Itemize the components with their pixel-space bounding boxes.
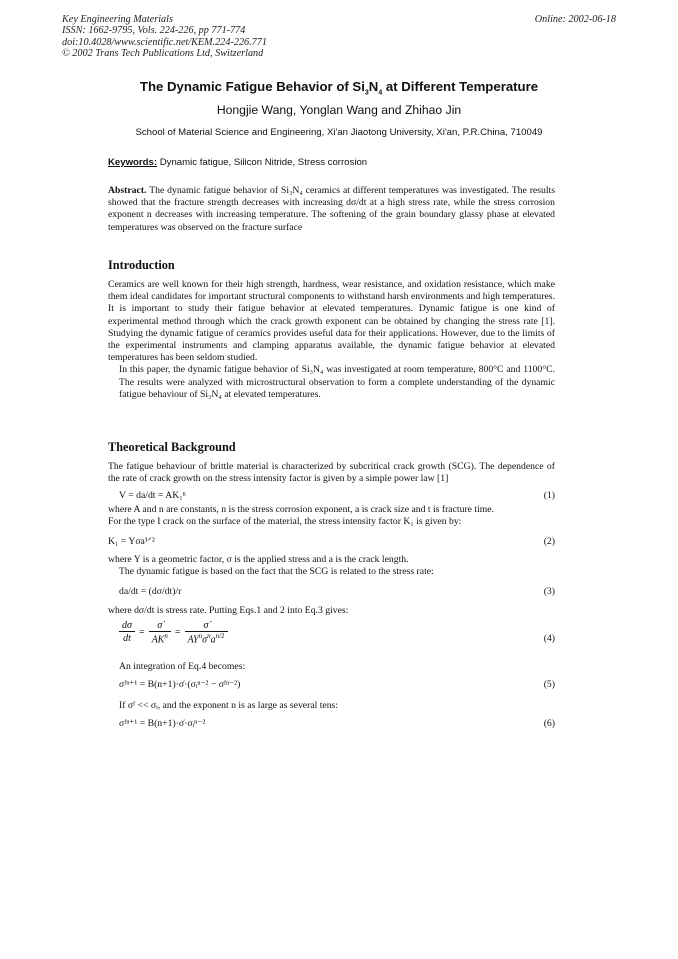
authors: Hongjie Wang, Yonglan Wang and Zhihao Jin bbox=[216, 103, 462, 117]
equation-4 bbox=[119, 620, 228, 645]
theory-line: where Y is a geometric factor, σ is the applied stress and a is the crack length. bbox=[108, 554, 409, 565]
online-date: Online: 2002-06-18 bbox=[534, 14, 616, 25]
theory-paragraph: The fatigue behaviour of brittle material is characterized by subcritical crack growth (SCG). The dependence of the rate of crack growth on the stress intensity factor is given by a simple power law [1] bbox=[108, 461, 555, 485]
theory-line: The dynamic fatigue is based on the fact that the SCG is related to the stress rate: bbox=[119, 566, 434, 577]
equation-2: K₁ = Yσa¹ᐟ² bbox=[108, 536, 155, 547]
title-subscript: 3 bbox=[364, 89, 369, 97]
equation-6-row bbox=[108, 718, 555, 730]
introduction-paragraph: In this paper, the dynamic fatigue behavior of Si₃N₄ was investigated at room temperature, 800°C and 1100°C. The results were analyzed with microstructural observation to form a complete understanding of the dynamic fatigue behaviour of Si₃N₄ at elevated temperatures. bbox=[119, 364, 555, 400]
title-text: The Dynamic Fatigue Behavior of Si bbox=[139, 79, 365, 94]
fraction-denominator: $AY^n\sigma^na^{n/2}$ bbox=[187, 632, 225, 646]
equation-4-fractions bbox=[119, 620, 228, 645]
equation-4-number: (4) bbox=[543, 633, 555, 644]
fraction-numerator: σ̇ bbox=[149, 620, 171, 632]
introduction-body bbox=[108, 279, 555, 401]
equation-2-row bbox=[108, 536, 555, 548]
section-heading-introduction: Introduction bbox=[108, 258, 175, 272]
theory-line: An integration of Eq.4 becomes: bbox=[119, 661, 246, 672]
theory-line: where dσ/dt is stress rate. Putting Eqs.1 and 2 into Eq.3 gives: bbox=[108, 605, 349, 616]
affiliation: School of Material Science and Engineering, Xi'an Jiaotong University, Xi'an, P.R.China, 710049 bbox=[135, 127, 543, 138]
title-text: N bbox=[368, 79, 379, 94]
fraction-denominator: $AK^n$ bbox=[151, 632, 168, 646]
introduction-paragraph: Ceramics are well known for their high strength, hardness, wear resistance, and oxidation resistance, which make them ideal candidates for important structural components to withstand harsh environments and high temperatures. It is important to study their fatigue behavior at elevated temperatures. Dynamic fatigue is one kind of experimental method through which the crack growth exponent can be obtained by changing the stress rate [1]. Studying the dynamic fatigue of ceramics provides useful data for their applications. However, due to the limits of the experimental instruments and clamping apparatus available, the dynamic fatigue behavior at elevated temperatures has been seldom studied. bbox=[108, 279, 555, 364]
journal-copyright: © 2002 Trans Tech Publications Ltd, Switzerland bbox=[62, 47, 264, 59]
fraction-numerator: dσ bbox=[119, 620, 135, 632]
equation-1-number: (1) bbox=[543, 490, 555, 501]
theory-line: If σᶠ << σᵢ, and the exponent n is as large as several tens: bbox=[119, 700, 339, 711]
theory-line: For the type I crack on the surface of the material, the stress intensity factor K₁ is given by: bbox=[108, 516, 462, 527]
equation-3-row bbox=[108, 586, 555, 598]
equation-2-number: (2) bbox=[543, 536, 555, 547]
equation-1: V = da/dt = AK₁ⁿ bbox=[119, 490, 186, 501]
keywords-text: Dynamic fatigue, Silicon Nitride, Stress corrosion bbox=[157, 157, 368, 168]
paper-title bbox=[0, 79, 678, 97]
keywords-label: Keywords: bbox=[108, 157, 158, 168]
journal-header bbox=[62, 14, 267, 59]
equation-3: da/dt = (dσ/dt)/r bbox=[119, 586, 182, 597]
fraction-denominator: dt bbox=[123, 633, 131, 645]
equation-6-number: (6) bbox=[543, 718, 555, 729]
abstract-text: The dynamic fatigue behavior of Si₃N₄ ceramics at different temperatures was investigated. The results showed that the fracture strength decreases with increasing dσ/dt at a high stress rate, while the stress corrosion exponent n decreases with increasing temperature. The softening of the grain boundary glassy phase at elevated temperatures was observed on the fracture surface bbox=[108, 185, 555, 233]
equals-sign: = bbox=[138, 627, 145, 639]
equation-5-number: (5) bbox=[543, 679, 555, 690]
journal-doi[interactable]: doi:10.4028/www.scientific.net/KEM.224-226.771 bbox=[62, 36, 267, 48]
equation-5-row bbox=[108, 679, 555, 691]
journal-name: Key Engineering Materials bbox=[62, 14, 173, 25]
abstract bbox=[108, 185, 555, 234]
equation-5: σᶠⁿ⁺¹ = B(n+1)·σ̇·(σᵢⁿ⁻² − σᶠⁿ⁻²) bbox=[119, 679, 241, 690]
equals-sign: = bbox=[174, 627, 181, 639]
equation-3-number: (3) bbox=[543, 586, 555, 597]
theory-line: where A and n are constants, n is the stress corrosion exponent, a is crack size and t is fracture time. bbox=[108, 504, 495, 515]
equation-1-row bbox=[108, 490, 555, 502]
fraction-numerator: σ̇ bbox=[185, 620, 228, 632]
equation-6: σᶠⁿ⁺¹ = B(n+1)·σ̇·σᵢⁿ⁻² bbox=[119, 718, 206, 729]
title-subscript: 4 bbox=[378, 89, 383, 97]
keywords bbox=[108, 157, 367, 168]
title-text: at Different Temperature bbox=[382, 79, 539, 94]
section-heading-theory: Theoretical Background bbox=[108, 440, 236, 454]
journal-issn: ISSN: 1662-9795, Vols. 224-226, pp 771-774 bbox=[62, 25, 246, 37]
abstract-label: Abstract. bbox=[108, 185, 147, 196]
